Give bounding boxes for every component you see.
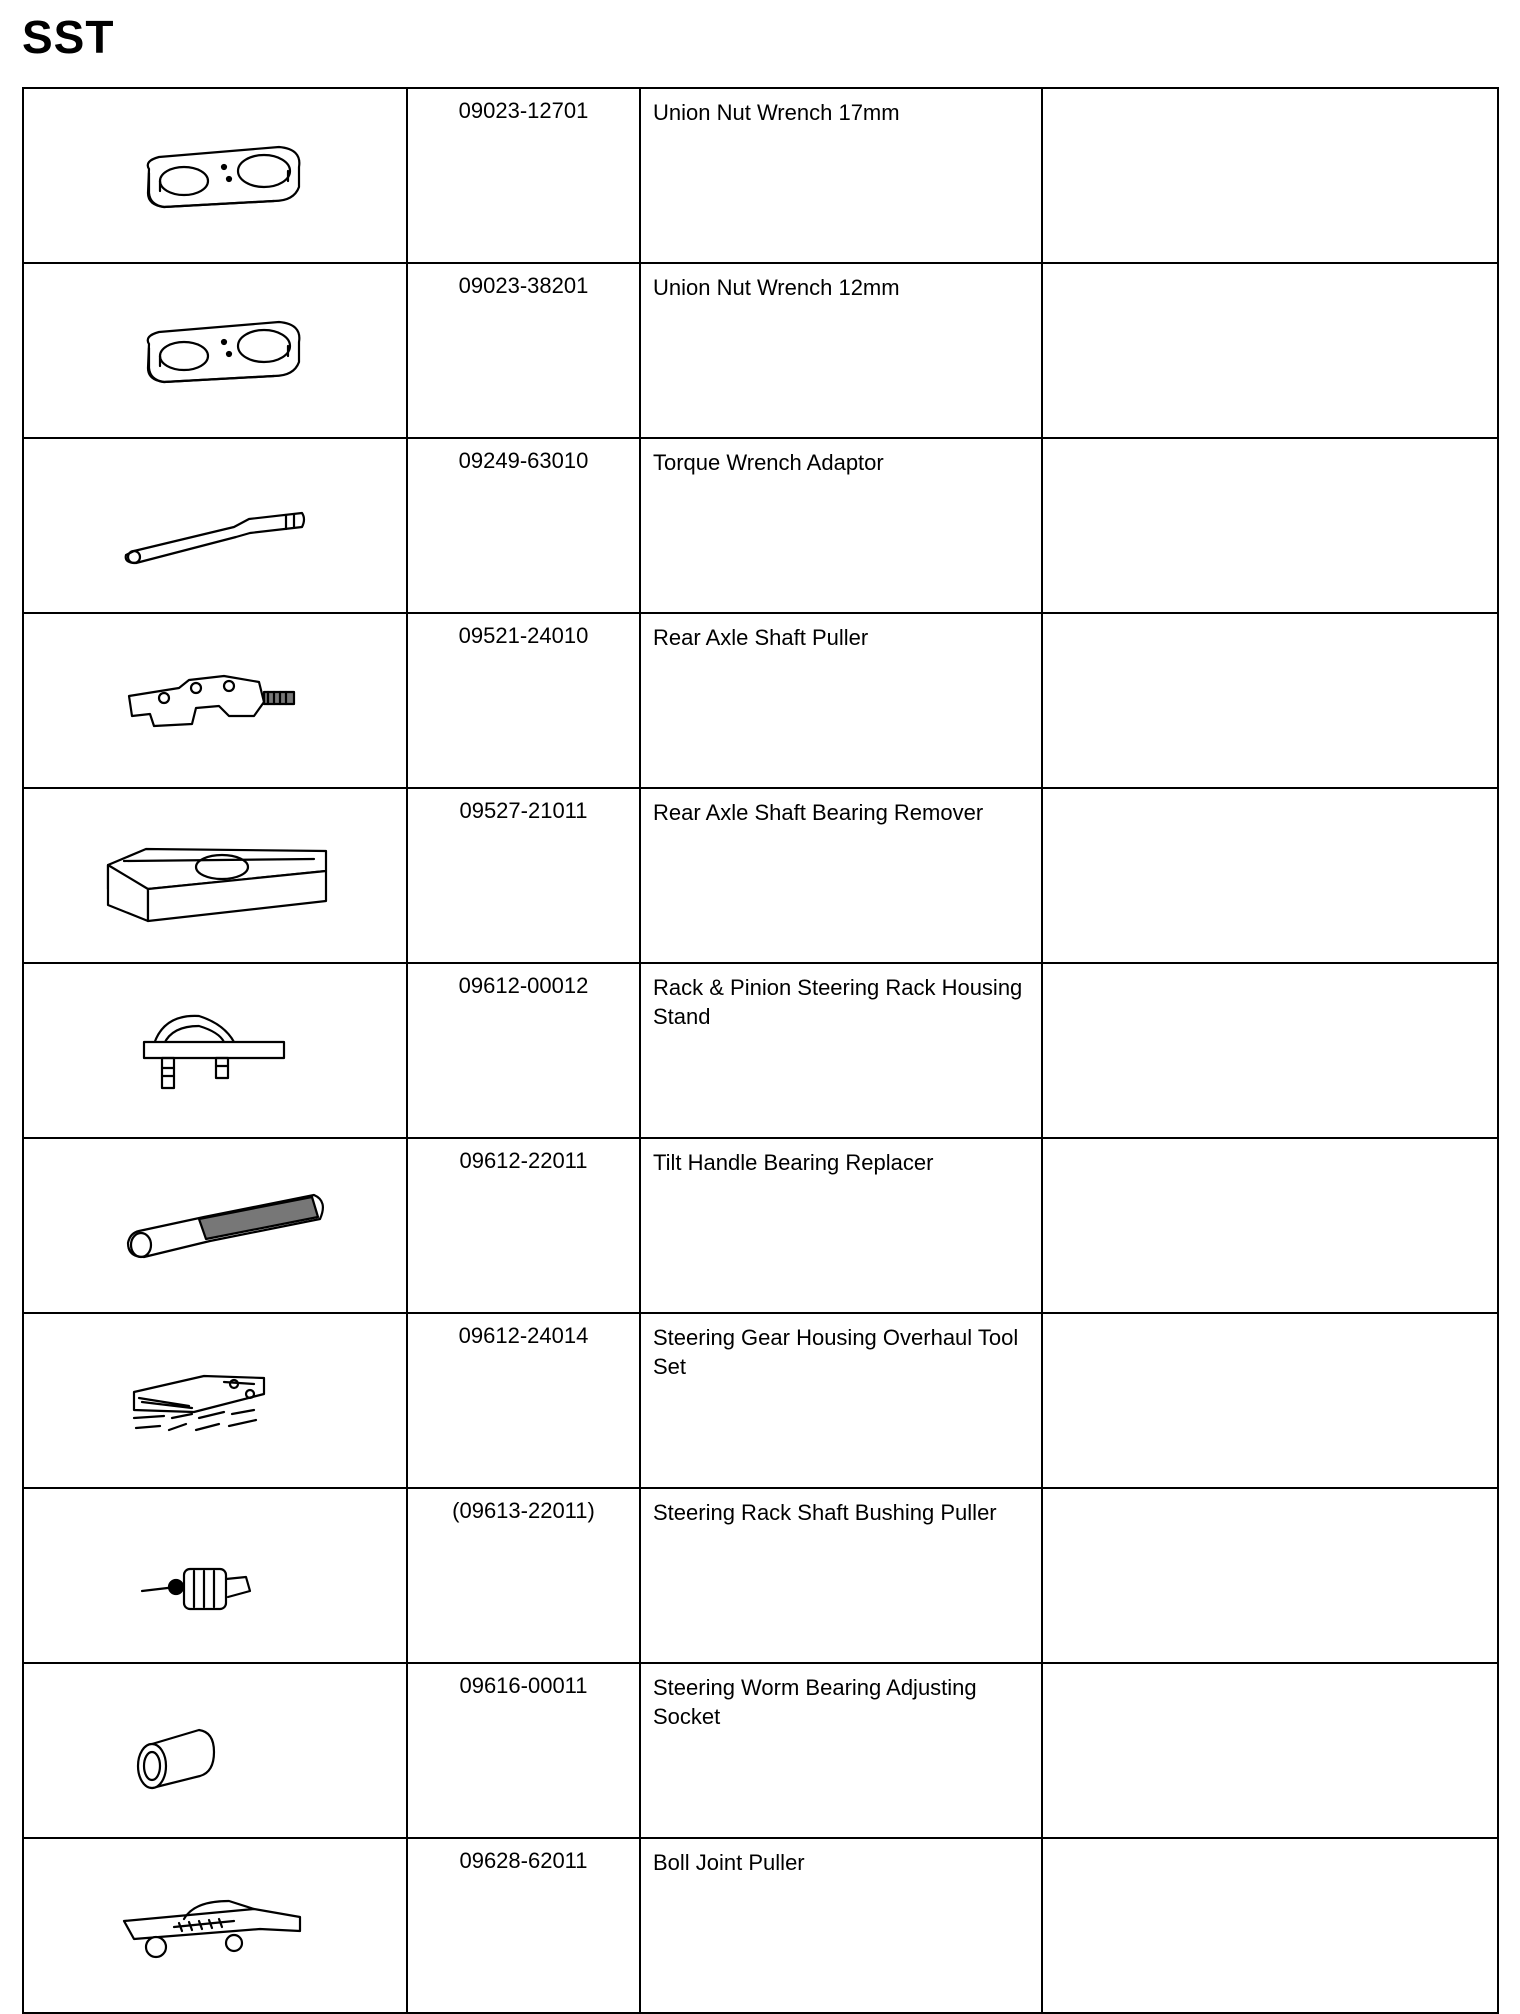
part-number: 09249-63010	[407, 438, 640, 613]
note-cell	[1042, 1488, 1498, 1663]
tool-image-cell	[23, 438, 407, 613]
tool-name: Tilt Handle Bearing Replacer	[640, 1138, 1042, 1313]
tool-image-cell	[23, 263, 407, 438]
note-cell	[1042, 963, 1498, 1138]
tool-name: Rear Axle Shaft Puller	[640, 613, 1042, 788]
union-nut-wrench-icon	[24, 89, 408, 253]
note-cell	[1042, 263, 1498, 438]
bushing-puller-icon	[24, 1489, 408, 1653]
part-number: 09527-21011	[407, 788, 640, 963]
table-row	[23, 1838, 1498, 2013]
note-cell	[1042, 1138, 1498, 1313]
note-cell	[1042, 788, 1498, 963]
tool-image-cell	[23, 613, 407, 788]
tool-image-cell	[23, 1488, 407, 1663]
tool-name: Union Nut Wrench 17mm	[640, 88, 1042, 263]
adjusting-socket-icon	[24, 1664, 408, 1828]
bearing-replacer-icon	[24, 1139, 408, 1303]
table-row	[23, 88, 1498, 263]
tool-name: Boll Joint Puller	[640, 1838, 1042, 2013]
union-nut-wrench-icon	[24, 264, 408, 428]
ball-joint-puller-icon	[24, 1839, 408, 2003]
table-row	[23, 438, 1498, 613]
note-cell	[1042, 1313, 1498, 1488]
axle-shaft-puller-icon	[24, 614, 408, 778]
tool-image-cell	[23, 963, 407, 1138]
tool-image-cell	[23, 788, 407, 963]
table-row	[23, 963, 1498, 1138]
table-row	[23, 613, 1498, 788]
note-cell	[1042, 438, 1498, 613]
part-number: 09023-38201	[407, 263, 640, 438]
tool-image-cell	[23, 1313, 407, 1488]
part-number: 09612-22011	[407, 1138, 640, 1313]
part-number: 09521-24010	[407, 613, 640, 788]
note-cell	[1042, 1663, 1498, 1838]
table-row	[23, 788, 1498, 963]
sst-table	[22, 87, 1499, 2014]
tool-name: Steering Rack Shaft Bushing Puller	[640, 1488, 1042, 1663]
note-cell	[1042, 1838, 1498, 2013]
tool-name: Torque Wrench Adaptor	[640, 438, 1042, 613]
table-row	[23, 1663, 1498, 1838]
housing-stand-icon	[24, 964, 408, 1128]
part-number: 09628-62011	[407, 1838, 640, 2013]
table-row	[23, 1313, 1498, 1488]
part-number: (09613-22011)	[407, 1488, 640, 1663]
part-number: 09616-00011	[407, 1663, 640, 1838]
part-number: 09612-24014	[407, 1313, 640, 1488]
tool-image-cell	[23, 1663, 407, 1838]
tool-image-cell	[23, 1138, 407, 1313]
table-row	[23, 263, 1498, 438]
tool-name: Rear Axle Shaft Bearing Remover	[640, 788, 1042, 963]
bearing-remover-plate-icon	[24, 789, 408, 953]
tool-name: Steering Worm Bearing Adjusting Socket	[640, 1663, 1042, 1838]
note-cell	[1042, 88, 1498, 263]
page-title: SST	[22, 11, 115, 63]
part-number: 09023-12701	[407, 88, 640, 263]
tool-image-cell	[23, 1838, 407, 2013]
tool-set-icon	[24, 1314, 408, 1478]
tool-name: Steering Gear Housing Overhaul Tool Set	[640, 1313, 1042, 1488]
part-number: 09612-00012	[407, 963, 640, 1138]
table-row	[23, 1488, 1498, 1663]
table-row	[23, 1138, 1498, 1313]
tool-name: Rack & Pinion Steering Rack Housing Stand	[640, 963, 1042, 1138]
note-cell	[1042, 613, 1498, 788]
torque-wrench-adaptor-icon	[24, 439, 408, 603]
tool-name: Union Nut Wrench 12mm	[640, 263, 1042, 438]
tool-image-cell	[23, 88, 407, 263]
